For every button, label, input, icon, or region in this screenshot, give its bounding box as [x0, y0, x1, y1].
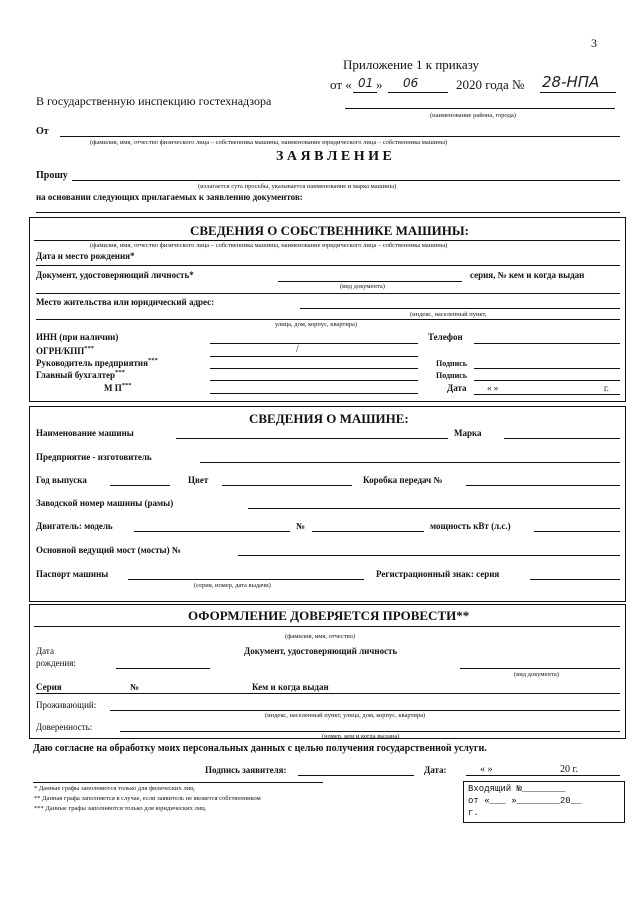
applicant-sign-label: Подпись заявителя: — [205, 765, 287, 775]
passport-caption: (серия, номер, дата выдачи) — [194, 582, 271, 589]
page-number: 3 — [591, 36, 597, 50]
proxy-section-title: ОФОРМЛЕНИЕ ДОВЕРЯЕТСЯ ПРОВЕСТИ** — [188, 608, 470, 623]
owner-date-year: г. — [604, 383, 609, 393]
order-date-prefix: от « — [330, 77, 352, 92]
director-label: Руководитель предприятия*** — [36, 357, 158, 368]
date2-year: 20 г. — [560, 764, 578, 775]
address-caption-1: (индекс, населенный пункт, — [410, 311, 487, 318]
proxy-birth-label-2: рождения: — [36, 658, 76, 668]
residence-caption: (индекс, населенный пункт, улица, дом, корпус, квартира) — [265, 712, 426, 719]
order-number: 28-НПА — [542, 73, 600, 91]
reg-sign-label: Регистрационный знак: серия — [376, 569, 500, 579]
ogrn-slash: / — [296, 344, 299, 355]
footnote-1: * Данные графы заполняются только для физических лиц. — [34, 785, 196, 792]
doc-caption: (вид документа) — [340, 283, 385, 290]
order-month: 06 — [403, 76, 419, 90]
color-label: Цвет — [188, 475, 209, 485]
ogrn-label: ОГРН/КПП*** — [36, 345, 95, 356]
proxy-doc-label: Документ, удостоверяющий личность — [244, 646, 398, 656]
footnote-3: *** Данные графы заполняются только для юридических лиц. — [34, 805, 207, 812]
incoming-line-3: г. — [468, 808, 479, 818]
date2-label: Дата: — [424, 765, 447, 775]
brand-label: Марка — [454, 428, 482, 438]
residence-label: Проживающий: — [36, 700, 97, 710]
poa-label: Доверенность: — [36, 722, 93, 732]
doc-series-label: серия, № кем и когда выдан — [470, 270, 585, 280]
date2-value: « » — [480, 764, 493, 775]
inn-label: ИНН (при наличии) — [36, 332, 119, 342]
district-caption: (наименование района, города) — [430, 112, 516, 119]
addressee: В государственную инспекцию гостехнадзора — [36, 94, 272, 108]
phone-label: Телефон — [428, 332, 463, 342]
owner-section-title: СВЕДЕНИЯ О СОБСТВЕННИКЕ МАШИНЫ: — [190, 223, 469, 238]
address-label: Место жительства или юридический адрес: — [36, 297, 215, 307]
year-label: Год выпуска — [36, 475, 87, 485]
footnote-2: ** Данная графа заполняется в случае, если заявитель не является собственником — [34, 795, 261, 802]
proxy-name-caption: (фамилия, имя, отчество) — [285, 633, 356, 640]
maker-label: Предприятие - изготовитель — [36, 452, 152, 462]
birth-label: Дата и место рождения* — [36, 251, 135, 261]
gearbox-label: Коробка передач № — [363, 475, 443, 485]
poa-caption: (номер, кем и когда выдана) — [322, 733, 400, 740]
director-sign-label: Подпись — [436, 359, 468, 368]
proxy-doc-caption: (вид документа) — [514, 671, 559, 678]
from-caption: (фамилия, имя, отчество физического лица – собственника машины, наименование юридического лица – собственника машины) — [90, 139, 448, 146]
request-caption: (излагается суть просьбы, указывается наименование и марка машины) — [198, 183, 397, 190]
request-label: Прошу — [36, 170, 68, 181]
engine-model-label: Двигатель: модель — [36, 521, 113, 531]
machine-section-title: СВЕДЕНИЯ О МАШИНЕ: — [249, 411, 409, 426]
incoming-line-2: от «___ »________20__ — [468, 796, 582, 806]
engine-power-label: мощность кВт (л.с.) — [430, 521, 511, 531]
accountant-label: Главный бухгалтер*** — [36, 369, 125, 380]
order-date-close: » — [376, 77, 383, 92]
document-title: З А Я В Л Е Н И Е — [276, 149, 392, 164]
accountant-sign-label: Подпись — [436, 371, 468, 380]
order-day: 01 — [358, 76, 374, 90]
owner-date-label: Дата — [447, 383, 467, 393]
axle-label: Основной ведущий мост (мосты) № — [36, 545, 181, 555]
machine-name-label: Наименование машины — [36, 428, 134, 438]
basis-text: на основании следующих прилагаемых к заявлению документов: — [36, 192, 303, 202]
proxy-series-label: Серия — [36, 682, 62, 692]
owner-date-value: « » — [487, 383, 499, 393]
proxy-issued-label: Кем и когда выдан — [252, 682, 329, 692]
passport-label: Паспорт машины — [36, 569, 109, 579]
stamp-label: М П*** — [104, 382, 132, 393]
appendix-line: Приложение 1 к приказу — [343, 57, 480, 72]
proxy-number-label: № — [130, 682, 140, 692]
owner-name-caption: (фамилия, имя, отчество физического лица – собственника машины, наименование юридического лица – собственника машины) — [90, 242, 448, 249]
engine-number-label: № — [296, 521, 306, 531]
consent-text: Даю согласие на обработку моих персональных данных с целью получения государственной услуги. — [33, 743, 487, 754]
order-year: 2020 года № — [456, 77, 525, 92]
proxy-birth-label-1: Дата — [36, 646, 54, 656]
doc-label: Документ, удостоверяющий личность* — [36, 270, 194, 280]
address-caption-2: улица, дом, корпус, квартира) — [275, 321, 358, 328]
serial-label: Заводской номер машины (рамы) — [36, 498, 174, 508]
from-label: От — [36, 126, 49, 137]
incoming-line-1: Входящий №________ — [468, 784, 566, 794]
